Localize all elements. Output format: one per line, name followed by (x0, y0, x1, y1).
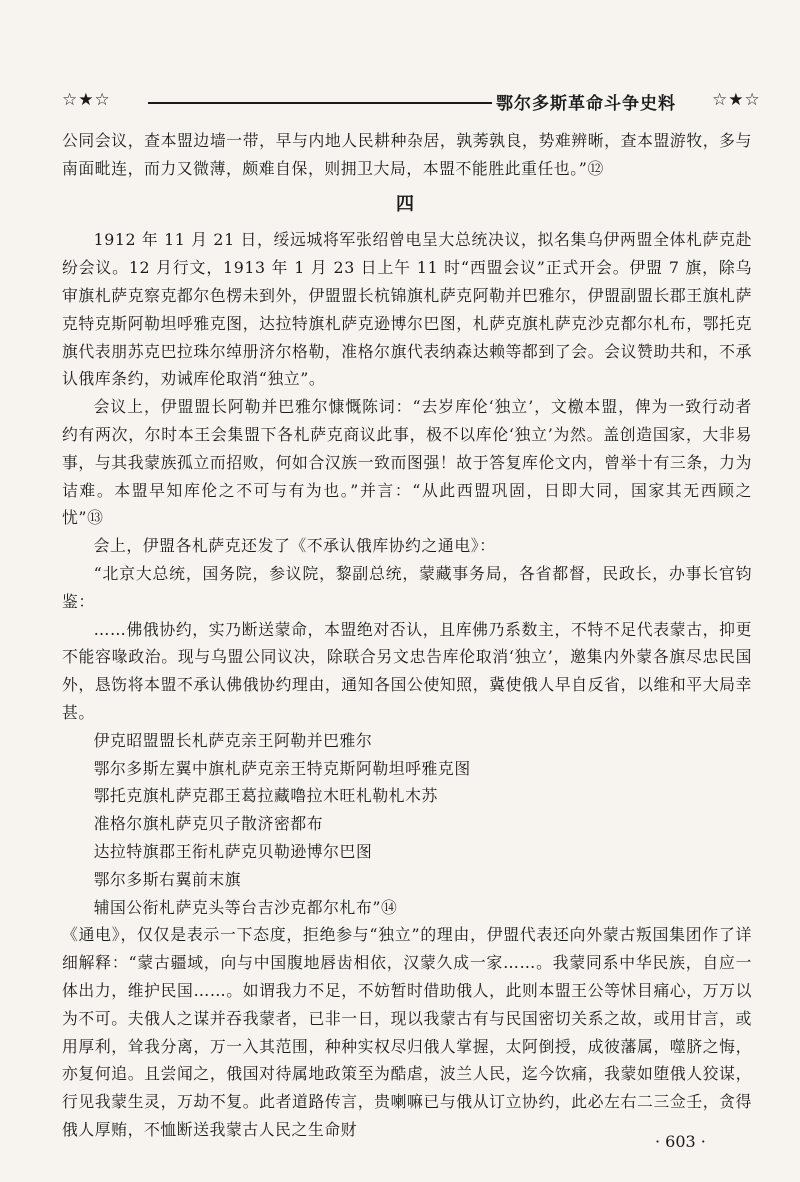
signatory-line: 准格尔旗札萨克贝子散济密都布 (93, 814, 324, 834)
paragraph: “北京大总统，国务院，参议院，黎副总统，蒙藏事务局，各省都督，民政长，办事长官钧鉴： (62, 563, 752, 611)
paragraph: 会议上，伊盟盟长阿勒并巴雅尔慷慨陈词：“去岁库伦‘独立’，文檄本盟，俾为一致行动者约有两次，尔时本王会集盟下各札萨克商议此事，极不以库伦‘独立’为然。盖创造国家，大非易事，与其我蒙族孤立而招败，何如合汉族一致而图强！故于答复库伦文内，曾举十有三条，力为诘难。本盟早知库伦之不可与有为也。”并言：“从此西盟巩固，日即大同，国家其无西顾之忧”⑬ (62, 397, 752, 528)
section-title: 四 (396, 193, 418, 215)
header-stars-left: ☆★☆ (62, 90, 111, 110)
paragraph: 公同会议，查本盟边墙一带，早与内地人民耕种杂居，孰莠孰良，势难辨晰，查本盟游牧，多与南面毗连，而力又微薄，颇难自保，则拥卫大局，本盟不能胜此重任也。”⑫ (62, 131, 752, 178)
header-rule (148, 102, 548, 104)
body-text (62, 127, 752, 1144)
page-number: · 603 · (655, 1132, 706, 1151)
signatory-line: 辅国公衔札萨克头等台吉沙克都尔札布”⑭ (93, 897, 398, 917)
header-stars-right: ☆★☆ (712, 90, 761, 110)
running-header (62, 88, 761, 118)
paragraph: 《通电》，仅仅是表示一下态度，拒绝参与“独立”的理由，伊盟代表还向外蒙古叛国集团作了详细解释：“蒙古疆域，向与中国腹地唇齿相依，汉蒙久成一家……。我蒙同系中华民族，自应一体出力，维护民国……。如谓我力不足，不妨暂时借助俄人，此则本盟王公等怵目痛心，万万以为不可。夫俄人之谋并吞我蒙者，已非一日，现以我蒙古有与民国密切关系之故，或用甘言，或用厚利，耸我分离，万一入其范围，种种实权尽归俄人掌握，太阿倒授，成彼藩属，噬脐之悔，亦复何追。且尝闻之，俄国对待属地政策至为酷虐，波兰人民，迄今饮痛，我蒙如堕俄人狡谋，行见我蒙生灵，万劫不复。此者道路传言，贵喇嘛已与俄从订立协约，此必左右二三佥壬，贪得俄人厚贿，不恤断送我蒙古人民之生命财 (62, 925, 752, 1139)
paragraph: 1912 年 11 月 21 日，绥远城将军张绍曾电呈大总统决议，拟名集乌伊两盟全体札萨克赴纷会议。12 月行文，1913 年 1 月 23 日上午 11 时“西盟会议”正式开会。伊盟 7 旗，除乌审旗札萨克察克都尔色楞未到外，伊盟盟长杭锦旗札萨克阿勒并巴雅尔，伊盟副盟长郡王旗札萨克特克斯阿勒坦呼雅克图，达拉特旗札萨克逊博尔巴图，札萨克旗札萨克沙克都尔札布，鄂托克旗代表朋苏克巴拉珠尔绰册济尔格勒，准格尔旗代表纳森达赖等都到了会。会议赞助共和，不承认俄库条约，劝诫库伦取消“独立”。 (62, 230, 752, 389)
signatory-line: 伊克昭盟盟长札萨克亲王阿勒并巴雅尔 (93, 730, 373, 750)
series-title: 鄂尔多斯革命斗争史料 (492, 89, 711, 114)
paragraph: 会上，伊盟各札萨克还发了《不承认俄库协约之通电》： (93, 536, 496, 556)
signatory-line: 鄂尔多斯右翼前末旗 (93, 869, 242, 889)
signatory-line: 达拉特旗郡王衔札萨克贝勒逊博尔巴图 (93, 841, 373, 861)
signatory-line: 鄂尔多斯左翼中旗札萨克亲王特克斯阿勒坦呼雅克图 (93, 758, 471, 778)
signatory-line: 鄂托克旗札萨克郡王葛拉藏噜拉木旺札勒札木苏 (93, 786, 438, 806)
paragraph: ……佛俄协约，实乃断送蒙命，本盟绝对否认，且库佛乃系数主，不特不足代表蒙古，抑更不能容喙政治。现与乌盟公同议决，除联合另文忠告库伦取消‘独立’，邀集内外蒙各旗尽忠民国外，恳饬将本盟不承认佛俄协约理由，通知各国公使知照，冀使俄人早自反省，以维和平大局幸甚。 (62, 619, 752, 722)
